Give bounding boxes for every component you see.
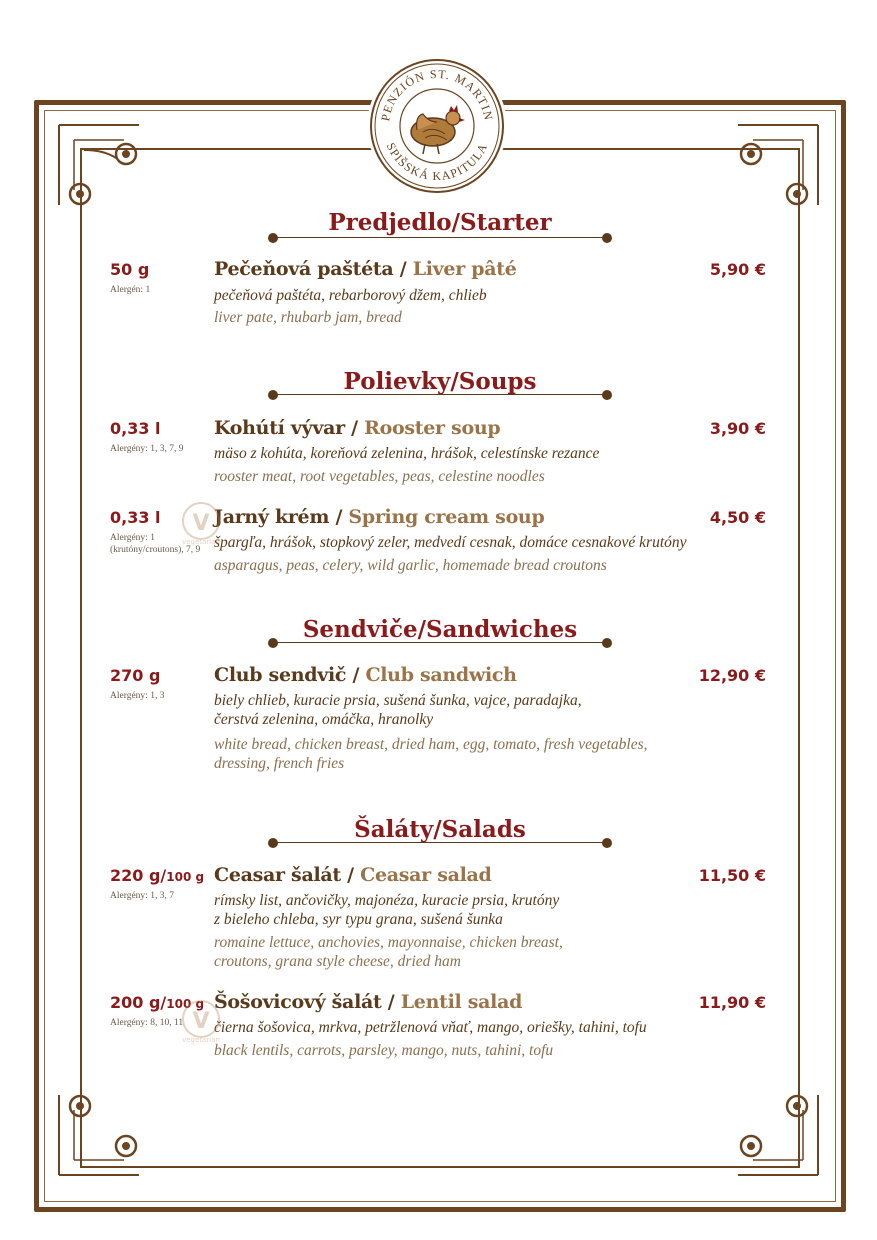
item-name (214, 506, 544, 528)
item-allergens: Alergény: 1, 3, 7 (110, 891, 174, 901)
item-allergens: Alergény: 1, 3 (110, 691, 165, 701)
desc-line: biely chlieb, kuracie prsia, sušená šunka, vajce, paradajka, (214, 692, 582, 709)
item-name (214, 417, 500, 439)
item-name-en: Lentil salad (400, 991, 523, 1013)
section-divider (268, 390, 612, 400)
item-allergens: Alergén: 1 (110, 285, 151, 295)
vegetarian-icon (178, 500, 224, 546)
svg-text:vegetarian: vegetarian (182, 1036, 220, 1044)
desc-line: asparagus, peas, celery, wild garlic, homemade bread croutons (214, 557, 607, 574)
item-price: 12,90 € (698, 666, 766, 685)
item-quantity: 50 g (110, 260, 150, 279)
item-price: 3,90 € (709, 419, 766, 438)
section-title-soups: Polievky/Soups (343, 368, 537, 395)
desc-line: mäso z kohúta, koreňová zelenina, hrášok, celestínske rezance (214, 445, 600, 462)
svg-text:vegetarian: vegetarian (182, 538, 220, 546)
corner-ornament-icon (54, 120, 144, 210)
desc-line: romaine lettuce, anchovies, mayonnaise, chicken breast, (214, 934, 563, 951)
svg-text:V: V (192, 1009, 210, 1034)
item-allergens: Alergény: 8, 10, 11 (110, 1018, 184, 1028)
logo-bottom-text: SPIŠSKÁ KAPITULA (383, 140, 491, 184)
item-name-en: Ceasar salad (360, 864, 492, 886)
item-price: 11,90 € (698, 993, 766, 1012)
item-quantity: 200 g/100 g (110, 993, 205, 1012)
item-description-sk (214, 444, 714, 463)
desc-line: pečeňová paštéta, rebarborový džem, chlieb (214, 287, 487, 304)
desc-line: dressing, french fries (214, 755, 345, 772)
item-name-sk: Šošovicový šalát / (214, 991, 401, 1013)
section-title-starter: Predjedlo/Starter (328, 209, 552, 236)
item-description-en (214, 308, 714, 327)
desc-line: black lentils, carrots, parsley, mango, nuts, tahini, tofu (214, 1042, 554, 1059)
item-price: 5,90 € (709, 260, 766, 279)
item-name (214, 664, 517, 686)
item-price: 11,50 € (698, 866, 766, 885)
item-name (214, 258, 517, 280)
vegetarian-icon (178, 998, 224, 1044)
desc-line: rímsky list, ančovičky, majonéza, kuracie prsia, krutóny (214, 892, 560, 909)
item-allergens: Alergény: 1, 3, 7, 9 (110, 444, 184, 454)
desc-line: špargľa, hrášok, stopkový zeler, medvedí cesnak, domáce cesnakové krutóny (214, 534, 687, 551)
section-title-sandwiches: Sendviče/Sandwiches (302, 616, 578, 643)
item-description-sk (214, 891, 714, 929)
item-description-sk (214, 286, 714, 305)
logo (367, 56, 507, 196)
item-price: 4,50 € (709, 508, 766, 527)
section-divider (268, 638, 612, 648)
item-quantity: 0,33 l (110, 419, 161, 438)
corner-ornament-icon (54, 1090, 144, 1180)
item-description-sk (214, 533, 754, 552)
item-description-sk (214, 1018, 754, 1037)
corner-ornament-icon (733, 120, 823, 210)
item-name-sk: Club sendvič / (214, 664, 366, 686)
item-quantity: 220 g/100 g (110, 866, 205, 885)
item-description-en (214, 933, 714, 971)
item-name-en: Rooster soup (364, 417, 501, 439)
item-name-sk: Jarný krém / (214, 506, 349, 528)
item-name-sk: Kohútí vývar / (214, 417, 365, 439)
logo-top-text: PENZIÓN ST. MARTIN (378, 66, 496, 123)
corner-ornament-icon (733, 1090, 823, 1180)
desc-line: rooster meat, root vegetables, peas, celestine noodles (214, 468, 545, 485)
item-description-en (214, 556, 714, 575)
desc-line: čerstvá zelenina, omáčka, hranolky (214, 711, 434, 728)
item-name (214, 991, 522, 1013)
item-description-en (214, 1041, 714, 1060)
item-description-en (214, 467, 714, 486)
item-name (214, 864, 492, 886)
item-allergens: Alergény: 1 (krutóny/croutons), 7, 9 (110, 533, 201, 555)
desc-line: croutons, grana style cheese, dried ham (214, 953, 461, 970)
section-divider (268, 233, 612, 243)
item-name-en: Club sandwich (365, 664, 517, 686)
item-name-en: Liver pâté (412, 258, 517, 280)
desc-line: white bread, chicken breast, dried ham, egg, tomato, fresh vegetables, (214, 736, 648, 753)
item-name-en: Spring cream soup (348, 506, 545, 528)
item-description-sk (214, 691, 714, 729)
item-quantity: 270 g (110, 666, 161, 685)
rooster-logo-icon (367, 56, 507, 196)
item-name-sk: Ceasar šalát / (214, 864, 361, 886)
desc-line: čierna šošovica, mrkva, petržlenová vňať, mango, oriešky, tahini, tofu (214, 1019, 647, 1036)
item-name-sk: Pečeňová paštéta / (214, 258, 413, 280)
svg-text:V: V (192, 511, 210, 536)
item-quantity: 0,33 l (110, 508, 161, 527)
section-divider (268, 838, 612, 848)
desc-line: z bieleho chleba, syr typu grana, sušená šunka (214, 911, 503, 928)
desc-line: liver pate, rhubarb jam, bread (214, 309, 402, 326)
item-description-en (214, 735, 714, 773)
section-title-salads: Šaláty/Salads (354, 816, 526, 843)
